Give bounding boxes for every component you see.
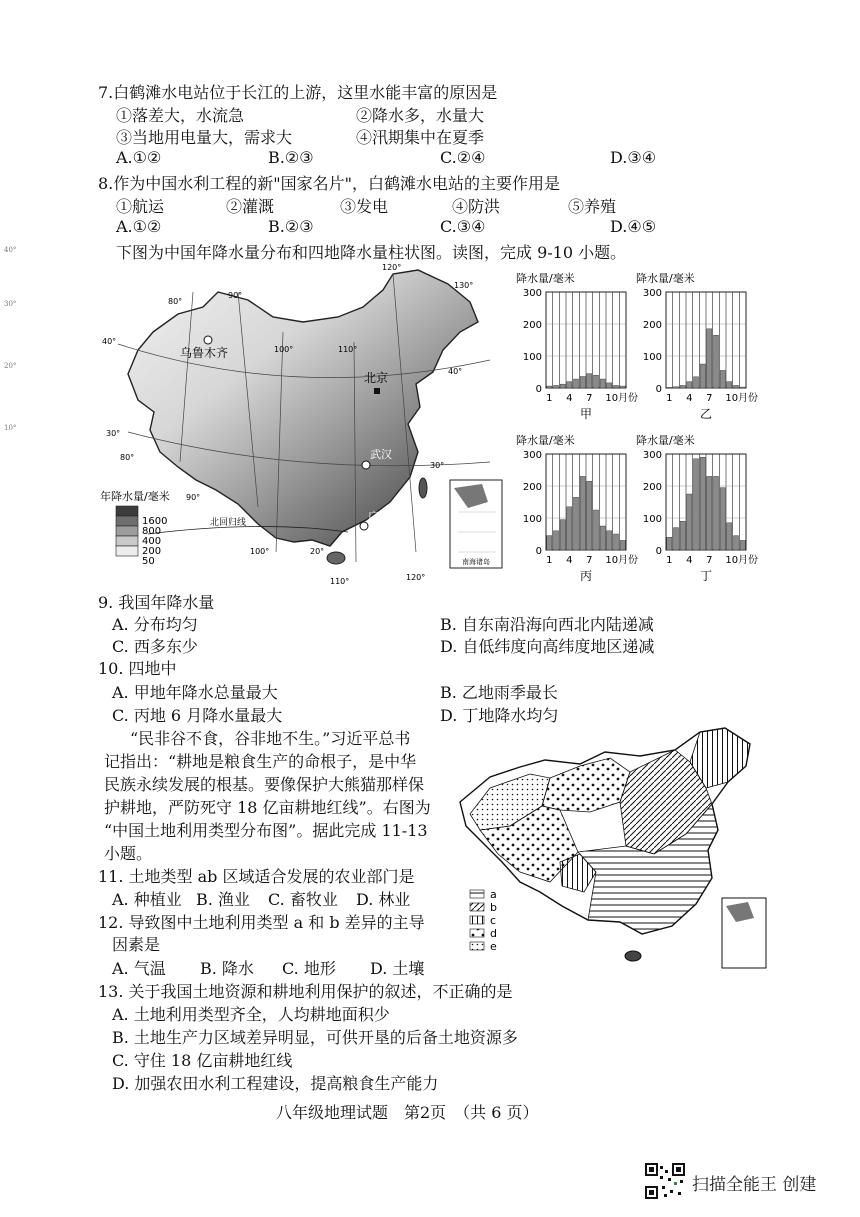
chart-ytick: 100 [642, 352, 662, 363]
chart-ylabel: 降水量/毫米 [516, 272, 575, 285]
legend-swatch-400 [116, 526, 138, 536]
chart-xtick: 7 [586, 555, 593, 566]
q8-stem: 8.作为中国水利工程的新"国家名片"，白鹤滩水电站的主要作用是 [98, 174, 560, 193]
lat-label: 30° [430, 461, 445, 470]
lon-label: 130° [454, 281, 474, 290]
q10-choice-b[interactable]: B. 乙地雨季最长 [440, 683, 558, 702]
legend-value: 800 [142, 526, 162, 537]
chart-ytick: 200 [642, 482, 662, 493]
chart-bar [607, 383, 612, 388]
chart-xtick: 10月份 [605, 393, 639, 404]
q10-choice-c[interactable]: C. 丙地 6 月降水量最大 [112, 706, 283, 725]
legend-value: 1600 [142, 516, 168, 527]
lon-label: 80° [168, 297, 183, 306]
q12-choice-a[interactable]: A. 气温 [112, 959, 166, 978]
passage-line: “中国土地利用类型分布图”。据此完成 11-13 [104, 821, 428, 840]
chart-bar [687, 382, 692, 388]
chart-bar [573, 379, 578, 388]
legend-swatch-e [470, 942, 484, 950]
q12-choice-b[interactable]: B. 降水 [200, 959, 254, 978]
chart-bar [587, 481, 592, 550]
lon-label: 120° [406, 573, 426, 582]
china-outline [128, 270, 478, 546]
chart-xtick: 1 [546, 555, 553, 566]
q9-choice-a[interactable]: A. 分布均匀 [112, 615, 198, 634]
chart-bar [613, 534, 618, 550]
chart-bar [713, 335, 718, 388]
chart-ytick: 300 [522, 450, 542, 461]
legend-swatch-1600 [116, 506, 138, 516]
legend-swatch-d [470, 929, 484, 937]
chart-bar [700, 457, 705, 550]
lon-label: 120° [382, 263, 402, 272]
chart-bar [600, 379, 605, 388]
chart-bar [707, 329, 712, 388]
chart-bar [673, 387, 678, 388]
chart-xtick: 10月份 [605, 555, 639, 566]
chart-bar [553, 531, 558, 550]
chart-title: 丙 [580, 569, 593, 583]
margin-mark: 10° [4, 424, 17, 432]
chart-bar [733, 385, 738, 388]
chart-bar [620, 386, 625, 388]
q7-choice-c[interactable]: C.②④ [440, 148, 486, 167]
passage-line: 小题。 [104, 844, 153, 863]
q9-choice-d[interactable]: D. 自低纬度向高纬度地区递减 [440, 637, 655, 656]
legend-label-c: c [490, 914, 497, 927]
chart-bar [560, 520, 565, 550]
chart-xtick: 1 [666, 393, 673, 404]
chart-bar [700, 364, 705, 388]
beijing-marker [374, 388, 380, 394]
chart-xtick: 10月份 [725, 555, 759, 566]
chart-ytick: 0 [535, 384, 542, 395]
qr-code-icon [644, 1162, 686, 1200]
chart-bar [573, 497, 578, 550]
chart-xtick: 4 [566, 555, 573, 566]
legend-label-a: a [490, 888, 497, 901]
q8-choice-a[interactable]: A.①② [116, 217, 162, 236]
hainan-island [625, 951, 641, 961]
chart-bar [553, 385, 558, 388]
q8-item: ②灌溉 [226, 197, 275, 216]
chart-ytick: 300 [642, 450, 662, 461]
legend-swatch-c [470, 916, 484, 924]
chart-bar [667, 387, 672, 388]
lon-label: 110° [330, 577, 350, 586]
margin-mark: 20° [4, 362, 17, 370]
chart-ytick: 300 [522, 288, 542, 299]
chart-bar [733, 536, 738, 550]
chart-ytick: 100 [522, 352, 542, 363]
lat-label: 40° [448, 367, 463, 376]
chart-bar [720, 370, 725, 388]
q11-choice-b[interactable]: B. 渔业 [196, 890, 250, 909]
q11-choice-a[interactable]: A. 种植业 [112, 890, 182, 909]
legend-value: 200 [142, 546, 162, 557]
q11-stem: 11. 土地类型 ab 区域适合发展的农业部门是 [98, 867, 415, 886]
q13-choice-a[interactable]: A. 土地利用类型齐全，人均耕地面积少 [112, 1005, 390, 1024]
wuhan-marker [362, 461, 370, 469]
chart-xtick: 4 [566, 393, 573, 404]
q10-stem: 10. 四地中 [98, 659, 177, 678]
legend-swatch-a [470, 890, 484, 898]
chart-bar [693, 377, 698, 388]
q10-choice-a[interactable]: A. 甲地年降水总量最大 [112, 683, 278, 702]
chart-xtick: 10月份 [725, 393, 759, 404]
chart-xtick: 1 [546, 393, 553, 404]
q12-choice-d[interactable]: D. 土壤 [370, 959, 425, 978]
chart-bar [567, 382, 572, 388]
chart-bar [673, 528, 678, 550]
chart-bar [680, 385, 685, 388]
guangzhou-label: 广州 [368, 510, 390, 523]
q8-item: ④防洪 [452, 197, 501, 216]
q12-stem: 12. 导致图中土地利用类型 a 和 b 差异的主导 [98, 913, 425, 932]
lon-label: 90° [186, 493, 201, 502]
q8-choice-b[interactable]: B.②③ [268, 217, 314, 236]
chart-bar [593, 375, 598, 388]
chart-bar [680, 521, 685, 550]
q7-item: ②降水多，水量大 [356, 106, 485, 125]
q11-choice-d[interactable]: D. 林业 [356, 890, 411, 909]
q10-choice-d[interactable]: D. 丁地降水均匀 [440, 706, 559, 725]
chart-ytick: 300 [642, 288, 662, 299]
chart-ylabel: 降水量/毫米 [636, 434, 695, 447]
passage-line: 民族永续发展的根基。要像保护大熊猫那样保 [104, 775, 425, 794]
legend-value: 400 [142, 536, 162, 547]
chart-title: 丁 [700, 569, 713, 583]
q11-choice-c[interactable]: C. 畜牧业 [268, 890, 338, 909]
tropic-label: 北回归线 [210, 518, 247, 528]
legend-label-b: b [490, 901, 497, 914]
guangzhou-marker [360, 522, 368, 530]
urumqi-label: 乌鲁木齐 [180, 346, 229, 360]
q8-item: ③发电 [340, 197, 389, 216]
q9-choice-c[interactable]: C. 西多东少 [112, 637, 198, 656]
q7-item: ③当地用电量大，需求大 [116, 128, 293, 147]
q7-choice-a[interactable]: A.①② [116, 148, 162, 167]
q13-choice-b[interactable]: B. 土地生产力区域差异明显，可供开垦的后备土地资源多 [112, 1028, 518, 1047]
taiwan-island [419, 478, 427, 498]
chart-ytick: 200 [642, 320, 662, 331]
chart-ylabel: 降水量/毫米 [636, 272, 695, 285]
passage-line: 护耕地，严防死守 18 亿亩耕地红线”。右图为 [104, 798, 431, 817]
chart-bar [547, 386, 552, 388]
q9-choice-b[interactable]: B. 自东南沿海向西北内陆递减 [440, 615, 654, 634]
page-footer: 八年级地理试题 第2页 （共 6 页） [276, 1103, 539, 1122]
lat-label: 40° [102, 337, 117, 346]
chart-xtick: 4 [686, 393, 693, 404]
q12-stem-cont: 因素是 [112, 935, 161, 954]
margin-mark: 40° [4, 246, 17, 254]
chart-ytick: 0 [535, 546, 542, 557]
chart-ytick: 0 [655, 384, 662, 395]
chart-bar [607, 531, 612, 550]
q13-stem: 13. 关于我国土地资源和耕地利用保护的叙述，不正确的是 [98, 982, 513, 1001]
chart-bar [547, 536, 552, 550]
wuhan-label: 武汉 [370, 448, 392, 461]
hainan-island [327, 552, 345, 564]
q8-choice-d[interactable]: D.④⑤ [610, 217, 657, 236]
q13-choice-c[interactable]: C. 守住 18 亿亩耕地红线 [112, 1051, 293, 1070]
chart-xtick: 4 [686, 555, 693, 566]
inset-label: 南海诸岛 [462, 558, 490, 566]
q7-item: ④汛期集中在夏季 [356, 128, 485, 147]
lon-label: 100° [274, 345, 294, 354]
beijing-label: 北京 [364, 371, 389, 385]
q7-choice-d[interactable]: D.③④ [610, 148, 657, 167]
margin-mark: 30° [4, 300, 17, 308]
climate-charts [512, 268, 772, 588]
chart-bar [740, 387, 745, 388]
lon-label: 100° [250, 547, 270, 556]
legend-swatch-800 [116, 516, 138, 526]
lon-label: 90° [228, 291, 243, 300]
chart-bar [580, 476, 585, 550]
chart-bar [707, 476, 712, 550]
chart-ytick: 0 [655, 546, 662, 557]
scanner-watermark: 扫描全能王 创建 [692, 1175, 817, 1195]
legend-swatch-50 [116, 546, 138, 556]
passage-line: “民非谷不食，谷非地不生。”习近平总书 [130, 729, 411, 748]
chart-bar [600, 526, 605, 550]
urumqi-marker [204, 336, 212, 344]
land-use-map [450, 722, 775, 972]
chart-xtick: 1 [666, 555, 673, 566]
chart-bar [713, 476, 718, 550]
chart-bar [727, 523, 732, 550]
q7-choice-b[interactable]: B.②③ [268, 148, 314, 167]
chart-xtick: 7 [586, 393, 593, 404]
legend-swatch-200 [116, 536, 138, 546]
chart-ytick: 100 [642, 514, 662, 525]
chart-bar [727, 382, 732, 388]
chart-bar [593, 510, 598, 550]
legend-swatch-b [470, 903, 484, 911]
q12-choice-c[interactable]: C. 地形 [282, 959, 336, 978]
chart-xtick: 7 [706, 555, 713, 566]
chart-title: 乙 [700, 407, 713, 421]
chart-ylabel: 降水量/毫米 [516, 434, 575, 447]
chart-ytick: 200 [522, 482, 542, 493]
chart-bar [620, 540, 625, 550]
chart-bar [687, 494, 692, 550]
chart-bar [560, 384, 565, 388]
q8-item: ①航运 [116, 197, 165, 216]
passage-line: 记指出：“耕地是粮食生产的命根子，是中华 [104, 752, 417, 771]
chart-bar [567, 507, 572, 550]
legend-label-e: e [490, 940, 497, 953]
intro-9-10: 下图为中国年降水量分布和四地降水量柱状图。读图，完成 9-10 小题。 [116, 243, 627, 262]
q7-item: ①落差大，水流急 [116, 106, 245, 125]
chart-bar [740, 540, 745, 550]
chart-bar [613, 385, 618, 388]
q7-stem: 7.白鹤滩水电站位于长江的上游，这里水能丰富的原因是 [98, 83, 498, 102]
chart-bar [693, 459, 698, 550]
lon-label: 110° [338, 345, 358, 354]
chart-ytick: 200 [522, 320, 542, 331]
chart-bar [720, 488, 725, 550]
legend-value: 50 [142, 556, 155, 567]
chart-bar [587, 374, 592, 388]
chart-xtick: 7 [706, 393, 713, 404]
chart-ytick: 100 [522, 514, 542, 525]
legend-label-d: d [490, 927, 497, 940]
lat-label: 20° [310, 547, 325, 556]
lon-label: 80° [120, 453, 135, 462]
chart-bar [667, 537, 672, 550]
q8-item: ⑤养殖 [568, 197, 617, 216]
q8-choice-c[interactable]: C.③④ [440, 217, 486, 236]
q13-choice-d[interactable]: D. 加强农田水利工程建设，提高粮食生产能力 [112, 1074, 439, 1093]
precipitation-map [98, 262, 518, 592]
legend-title: 年降水量/毫米 [100, 490, 170, 503]
chart-title: 甲 [580, 407, 593, 421]
lat-label: 30° [106, 429, 121, 438]
q9-stem: 9. 我国年降水量 [98, 593, 215, 612]
chart-bar [580, 376, 585, 388]
